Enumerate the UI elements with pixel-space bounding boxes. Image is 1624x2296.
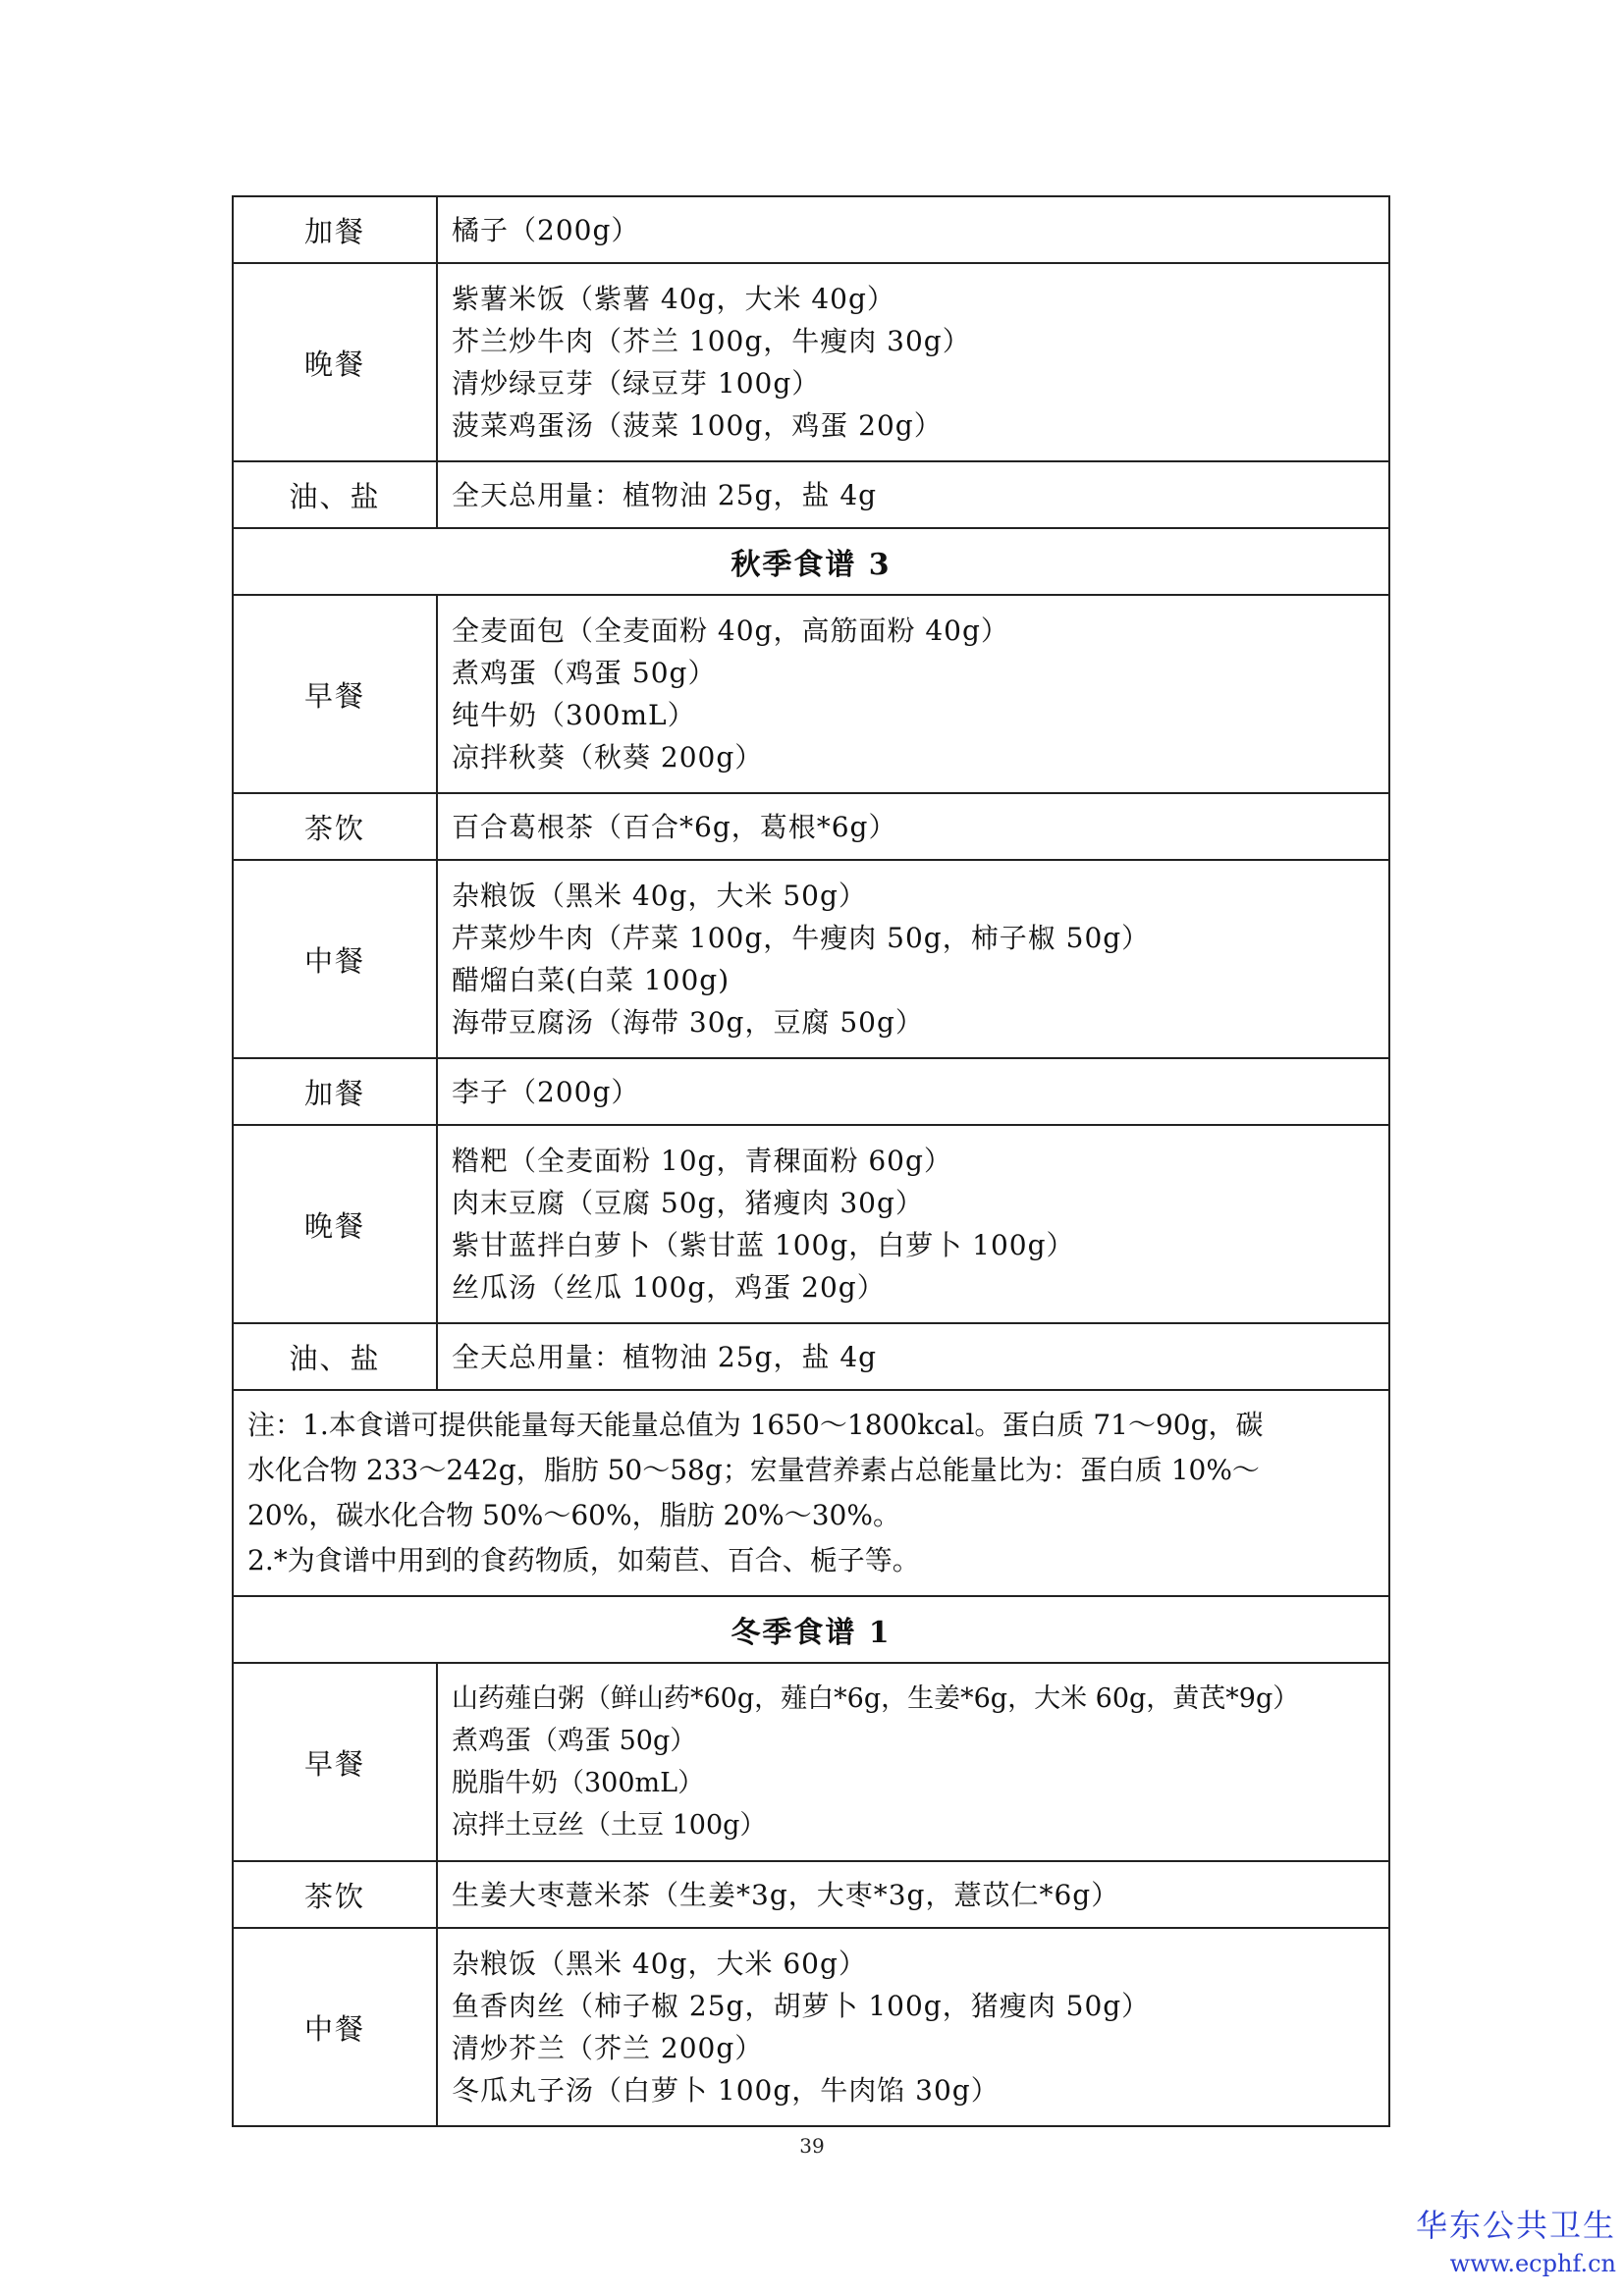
nutrition-note (233, 1390, 1389, 1596)
table-row (233, 196, 1389, 263)
dish-line: 全天总用量：植物油 25g，盐 4g (452, 478, 878, 511)
dish-line: 煮鸡蛋（鸡蛋 50g） (452, 1726, 697, 1756)
dish-line: 橘子（200g） (452, 213, 640, 246)
dish-line: 脱脂牛奶（300mL） (452, 1768, 705, 1798)
dish-line: 芹菜炒牛肉（芹菜 100g，牛瘦肉 50g，柿子椒 50g） (452, 922, 1151, 954)
dish-line: 清炒绿豆芽（绿豆芽 100g） (452, 367, 821, 400)
dish-line: 百合葛根茶（百合*6g，葛根*6g） (452, 810, 897, 843)
dish-line: 煮鸡蛋（鸡蛋 50g） (452, 657, 717, 689)
meal-label: 茶饮 (233, 793, 437, 860)
dish-line: 海带豆腐汤（海带 30g，豆腐 50g） (452, 1006, 924, 1039)
dish-line: 生姜大枣薏米茶（生姜*3g，大枣*3g，薏苡仁*6g） (452, 1878, 1120, 1911)
note-line: 20%，碳水化合物 50%～60%，脂肪 20%～30%。 (247, 1499, 900, 1531)
watermark (1408, 2204, 1624, 2280)
dish-line: 鱼香肉丝（柿子椒 25g，胡萝卜 100g，猪瘦肉 50g） (452, 1990, 1151, 2022)
meal-label: 加餐 (233, 196, 437, 263)
meal-content (437, 595, 1389, 793)
dish-line: 醋熘白菜(白菜 100g) (452, 964, 731, 996)
table-row (233, 1861, 1389, 1928)
table-row (233, 1663, 1389, 1861)
meal-content (437, 1928, 1389, 2126)
watermark-title: 华东公共卫生 (1415, 2207, 1616, 2244)
note-line: 注：1.本食谱可提供能量每天能量总值为 1650～1800kcal。蛋白质 71～90g，碳 (247, 1409, 1264, 1441)
dish-line: 糌粑（全麦面粉 10g，青稞面粉 60g） (452, 1145, 952, 1177)
table-row (233, 263, 1389, 461)
dish-line: 凉拌土豆丝（土豆 100g） (452, 1810, 767, 1841)
meal-content (437, 263, 1389, 461)
table-row (233, 461, 1389, 528)
meal-label: 油、盐 (233, 1323, 437, 1390)
table-row (233, 1928, 1389, 2126)
meal-plan-table (232, 195, 1390, 2127)
dish-line: 菠菜鸡蛋汤（菠菜 100g，鸡蛋 20g） (452, 409, 943, 442)
note-line: 水化合物 233～242g，脂肪 50～58g；宏量营养素占总能量比为：蛋白质 10%～ (247, 1454, 1260, 1486)
section-title: 秋季食谱 3 (233, 528, 1389, 595)
section-header-row (233, 1596, 1389, 1663)
table-row (233, 595, 1389, 793)
table-row (233, 793, 1389, 860)
section-header-row (233, 528, 1389, 595)
meal-content (437, 1861, 1389, 1928)
meal-content (437, 196, 1389, 263)
dish-line: 紫薯米饭（紫薯 40g，大米 40g） (452, 283, 895, 315)
meal-content (437, 1663, 1389, 1861)
meal-content (437, 1058, 1389, 1125)
meal-label: 早餐 (233, 1663, 437, 1861)
dish-line: 清炒芥兰（芥兰 200g） (452, 2032, 764, 2064)
dish-line: 杂粮饭（黑米 40g，大米 50g） (452, 880, 867, 912)
meal-label: 油、盐 (233, 461, 437, 528)
dish-line: 丝瓜汤（丝瓜 100g，鸡蛋 20g） (452, 1271, 886, 1304)
dish-line: 全麦面包（全麦面粉 40g，高筋面粉 40g） (452, 614, 1009, 647)
meal-content (437, 860, 1389, 1058)
dish-line: 李子（200g） (452, 1075, 640, 1108)
meal-label: 茶饮 (233, 1861, 437, 1928)
dish-line: 芥兰炒牛肉（芥兰 100g，牛瘦肉 30g） (452, 325, 971, 357)
note-line: 2.*为食谱中用到的食药物质，如菊苣、百合、栀子等。 (247, 1544, 920, 1576)
dish-line: 冬瓜丸子汤（白萝卜 100g，牛肉馅 30g） (452, 2074, 1000, 2107)
meal-label: 早餐 (233, 595, 437, 793)
table-row (233, 860, 1389, 1058)
section-title: 冬季食谱 1 (233, 1596, 1389, 1663)
meal-content (437, 793, 1389, 860)
meal-label: 晚餐 (233, 263, 437, 461)
watermark-url: www.ecphf.cn (1449, 2250, 1616, 2277)
meal-content (437, 1125, 1389, 1323)
dish-line: 纯牛奶（300mL） (452, 699, 696, 731)
dish-line: 凉拌秋葵（秋葵 200g） (452, 741, 764, 774)
table-row (233, 1125, 1389, 1323)
table-row (233, 1323, 1389, 1390)
note-row (233, 1390, 1389, 1596)
meal-content (437, 461, 1389, 528)
meal-label: 晚餐 (233, 1125, 437, 1323)
dish-line: 肉末豆腐（豆腐 50g，猪瘦肉 30g） (452, 1187, 924, 1219)
page-number: 39 (799, 2134, 825, 2158)
dish-line: 山药薤白粥（鲜山药*60g，薤白*6g，生姜*6g，大米 60g，黄芪*9g） (452, 1683, 1300, 1714)
dish-line: 杂粮饭（黑米 40g，大米 60g） (452, 1948, 867, 1980)
meal-content (437, 1323, 1389, 1390)
dish-line: 全天总用量：植物油 25g，盐 4g (452, 1340, 878, 1373)
meal-label: 加餐 (233, 1058, 437, 1125)
meal-label: 中餐 (233, 860, 437, 1058)
dish-line: 紫甘蓝拌白萝卜（紫甘蓝 100g，白萝卜 100g） (452, 1229, 1075, 1261)
meal-label: 中餐 (233, 1928, 437, 2126)
table-row (233, 1058, 1389, 1125)
